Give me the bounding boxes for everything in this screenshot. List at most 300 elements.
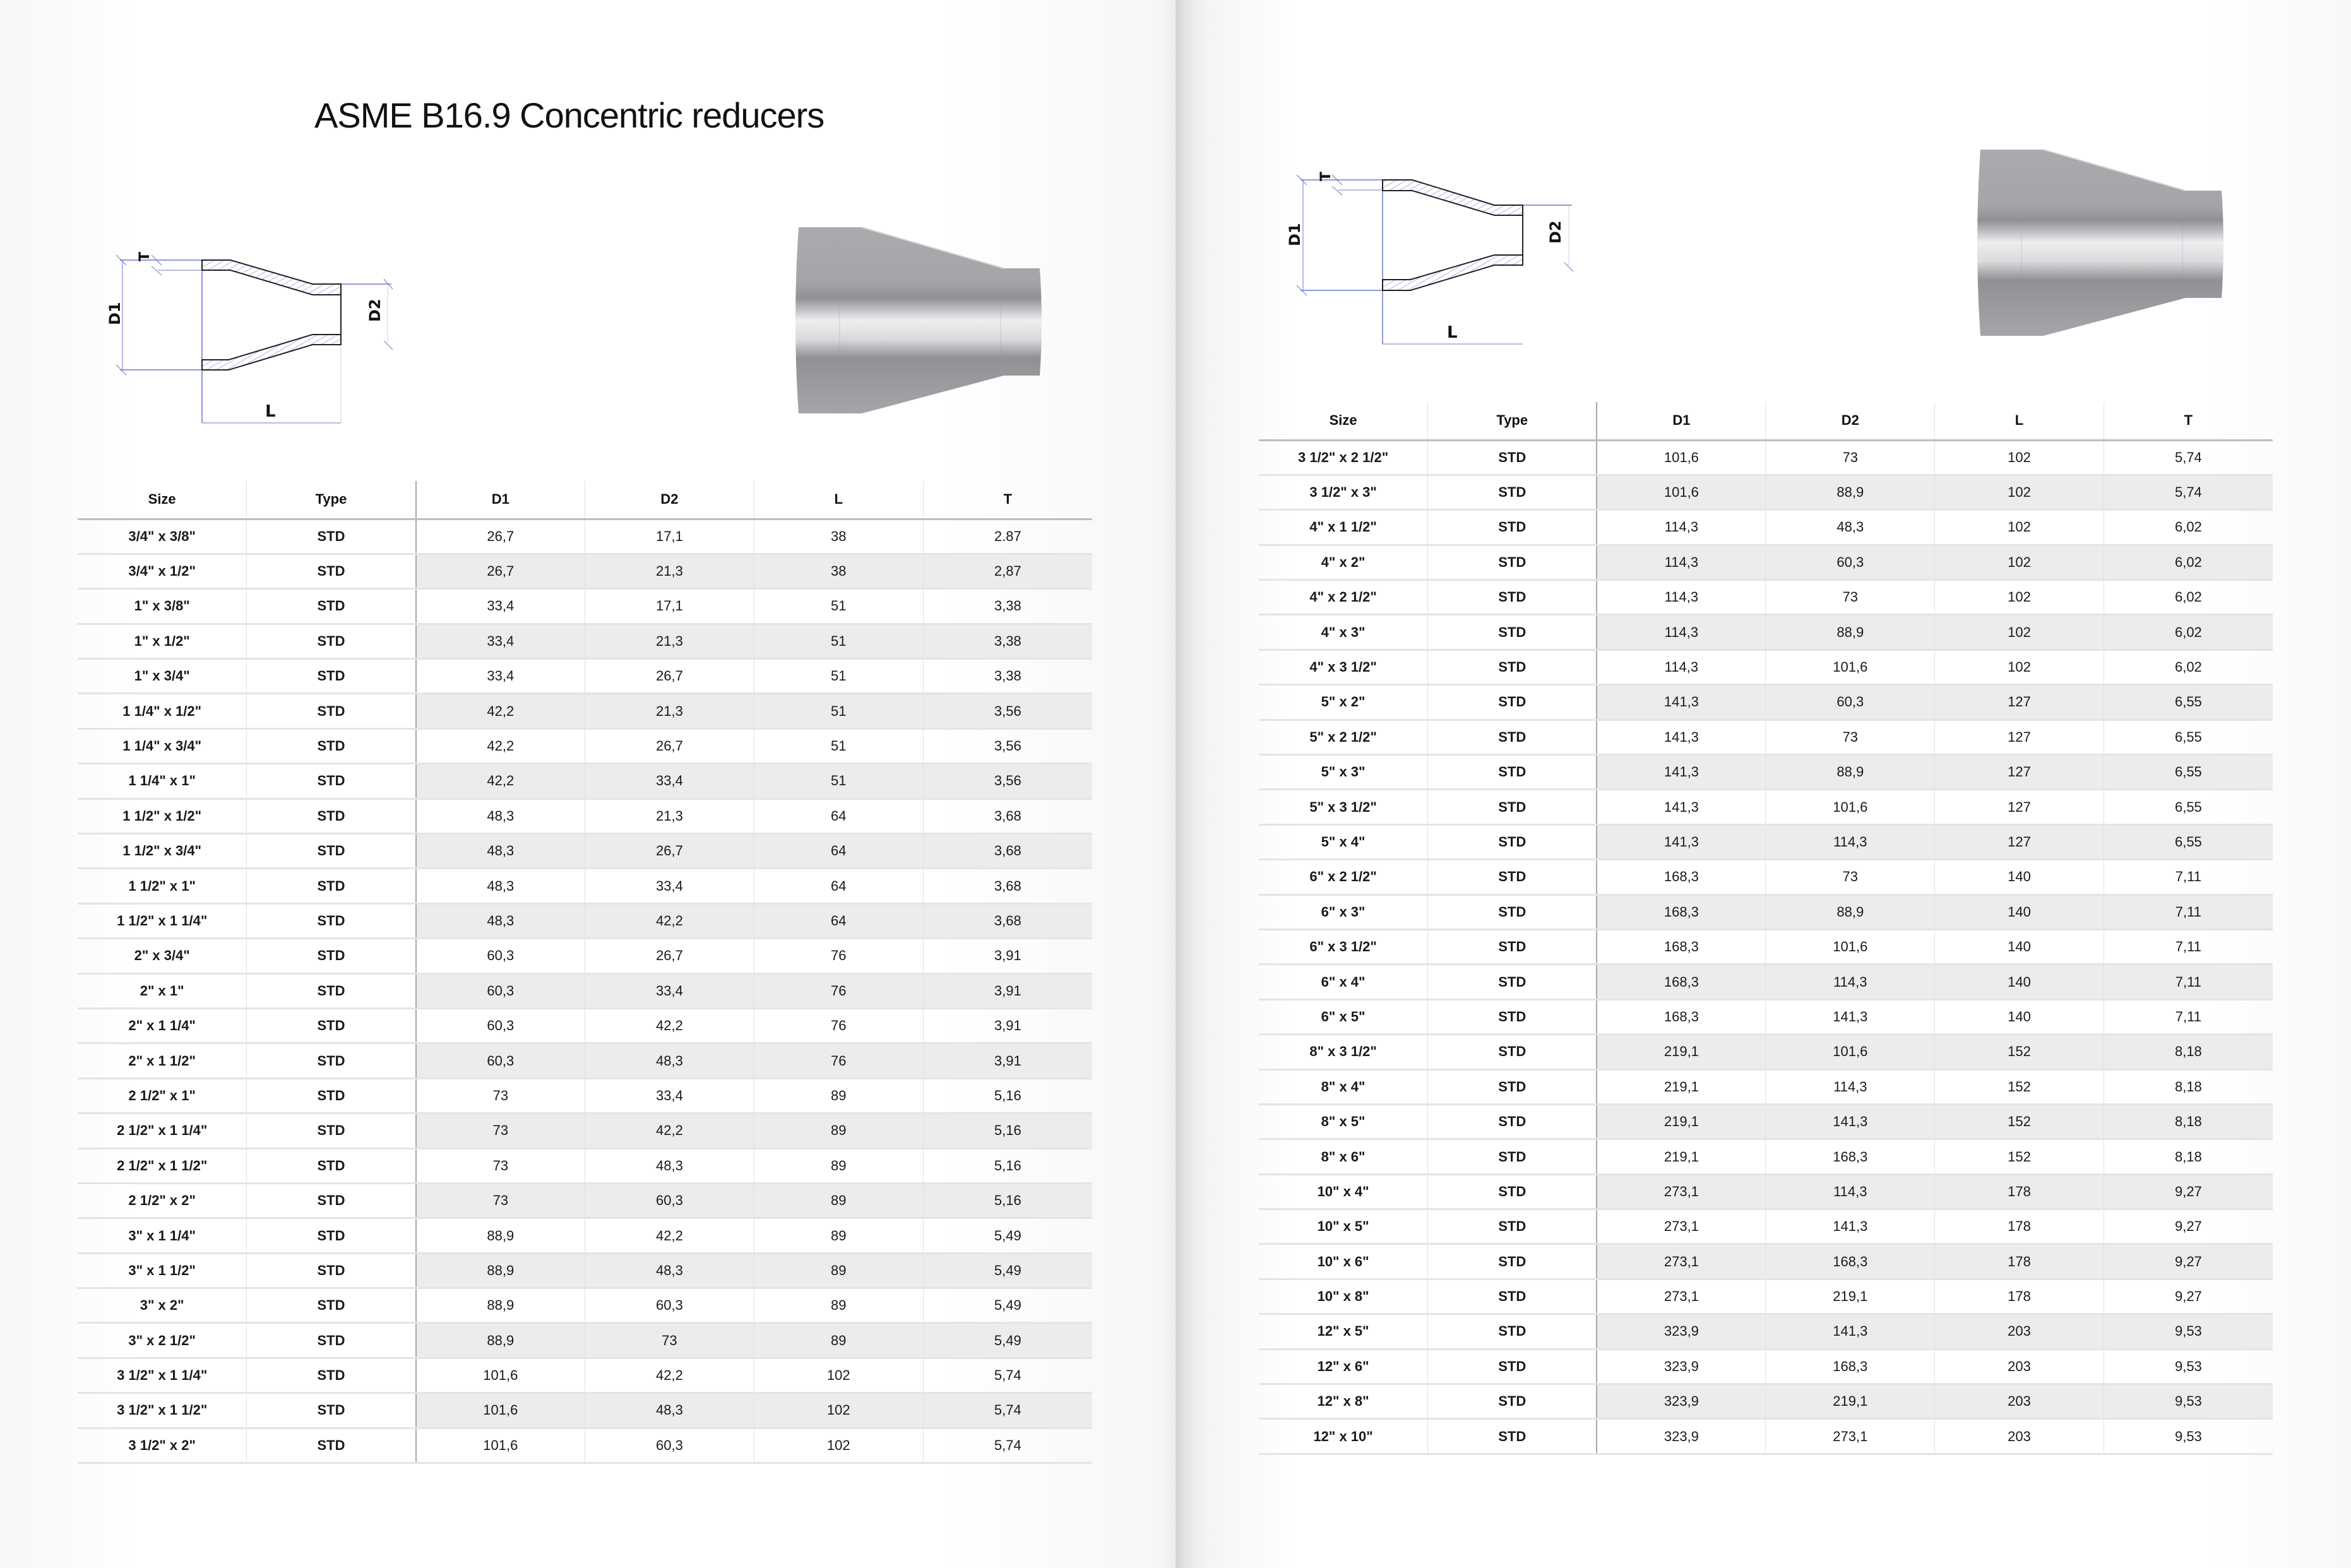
cell-l: 203: [1935, 1419, 2104, 1454]
cell-l: 140: [1935, 894, 2104, 929]
cell-size: 3/4" x 3/8": [78, 519, 247, 554]
cell-size: 6" x 2 1/2": [1259, 860, 1428, 894]
cell-l: 64: [754, 799, 923, 833]
table-row: [1259, 440, 2273, 475]
l-label: L: [265, 402, 276, 421]
cell-t: 3,91: [923, 1043, 1092, 1078]
cell-size: 3 1/2" x 3": [1259, 475, 1428, 509]
cell-type: STD: [1428, 1279, 1597, 1314]
cell-size: 12" x 10": [1259, 1419, 1428, 1454]
table-row: [78, 1253, 1092, 1288]
cell-l: 51: [754, 694, 923, 728]
cell-d1: 101,6: [416, 1428, 585, 1463]
table-row: [78, 799, 1092, 833]
column-header-d2: D2: [585, 481, 754, 519]
column-header-type: Type: [1428, 402, 1597, 440]
cell-size: 3 1/2" x 1 1/2": [78, 1393, 247, 1428]
cell-d2: 42,2: [585, 1114, 754, 1148]
cell-type: STD: [1428, 1209, 1597, 1244]
reducer-technical-drawing: [88, 234, 417, 436]
cell-size: 2" x 1 1/4": [78, 1008, 247, 1043]
cell-d1: 48,3: [416, 834, 585, 869]
table-row: [78, 1393, 1092, 1428]
cell-l: 38: [754, 519, 923, 554]
table-row: [78, 694, 1092, 728]
cell-l: 76: [754, 973, 923, 1008]
cell-d2: 21,3: [585, 624, 754, 658]
cell-d2: 21,3: [585, 799, 754, 833]
cell-d1: 168,3: [1597, 965, 1766, 999]
table-row: [78, 519, 1092, 554]
cell-d2: 26,7: [585, 939, 754, 973]
cell-size: 1" x 3/4": [78, 659, 247, 694]
cell-d2: 48,3: [1766, 510, 1935, 545]
cell-size: 3" x 2": [78, 1288, 247, 1323]
cell-type: STD: [1428, 615, 1597, 650]
cell-d1: 114,3: [1597, 510, 1766, 545]
cell-d2: 17,1: [585, 589, 754, 624]
cell-d1: 219,1: [1597, 1104, 1766, 1139]
table-row: [78, 764, 1092, 799]
cell-d2: 114,3: [1766, 824, 1935, 859]
cell-size: 5" x 4": [1259, 824, 1428, 859]
cell-t: 6,02: [2104, 510, 2273, 545]
cell-type: STD: [247, 1323, 416, 1358]
cell-l: 89: [754, 1114, 923, 1148]
table-row: [78, 554, 1092, 588]
cell-size: 3/4" x 1/2": [78, 554, 247, 588]
cell-t: 6,02: [2104, 650, 2273, 684]
table-row: [78, 1428, 1092, 1463]
cell-l: 89: [754, 1183, 923, 1218]
cell-d1: 273,1: [1597, 1174, 1766, 1209]
cell-l: 102: [1935, 545, 2104, 579]
cell-d2: 141,3: [1766, 999, 1935, 1034]
cell-size: 1" x 1/2": [78, 624, 247, 658]
cell-size: 4" x 3": [1259, 615, 1428, 650]
cell-size: 8" x 4": [1259, 1069, 1428, 1104]
cell-d1: 219,1: [1597, 1139, 1766, 1174]
cell-d1: 26,7: [416, 554, 585, 588]
cell-t: 9,53: [2104, 1384, 2273, 1419]
cell-d1: 168,3: [1597, 929, 1766, 964]
cell-t: 5,16: [923, 1114, 1092, 1148]
cell-d1: 73: [416, 1148, 585, 1183]
cell-t: 9,53: [2104, 1349, 2273, 1384]
cell-type: STD: [247, 939, 416, 973]
cell-type: STD: [1428, 790, 1597, 824]
table-row: [1259, 580, 2273, 615]
table-row: [1259, 999, 2273, 1034]
cell-d1: 48,3: [416, 869, 585, 903]
cell-type: STD: [1428, 860, 1597, 894]
cell-d2: 114,3: [1766, 1069, 1935, 1104]
cell-d1: 73: [416, 1183, 585, 1218]
cell-l: 127: [1935, 685, 2104, 720]
table-row: [1259, 475, 2273, 509]
cell-type: STD: [247, 1183, 416, 1218]
cell-l: 89: [754, 1288, 923, 1323]
concentric-reducer-render-icon: [1974, 146, 2227, 342]
cell-t: 5,74: [923, 1428, 1092, 1463]
cell-size: 8" x 6": [1259, 1139, 1428, 1174]
table-row: [1259, 965, 2273, 999]
cell-type: STD: [247, 554, 416, 588]
cell-d1: 168,3: [1597, 860, 1766, 894]
table-row: [1259, 615, 2273, 650]
cell-size: 3 1/2" x 1 1/4": [78, 1358, 247, 1393]
cell-d1: 219,1: [1597, 1035, 1766, 1069]
cell-t: 5,49: [923, 1218, 1092, 1253]
cell-type: STD: [247, 1043, 416, 1078]
cell-t: 3,91: [923, 939, 1092, 973]
cell-l: 152: [1935, 1035, 2104, 1069]
cell-d2: 26,7: [585, 834, 754, 869]
cell-t: 6,55: [2104, 720, 2273, 754]
cell-type: STD: [247, 1288, 416, 1323]
cell-t: 3,56: [923, 694, 1092, 728]
table-row: [1259, 1244, 2273, 1279]
table-row: [78, 1008, 1092, 1043]
cell-type: STD: [1428, 965, 1597, 999]
cell-l: 51: [754, 659, 923, 694]
cell-type: STD: [1428, 1069, 1597, 1104]
column-header-l: L: [754, 481, 923, 519]
dimensions-table-right: [1259, 402, 2273, 1455]
cell-type: STD: [1428, 1104, 1597, 1139]
table-row: [1259, 510, 2273, 545]
cell-d2: 60,3: [1766, 685, 1935, 720]
cell-d1: 73: [416, 1114, 585, 1148]
table-row: [78, 589, 1092, 624]
cell-size: 2 1/2" x 1": [78, 1078, 247, 1113]
cell-type: STD: [1428, 1035, 1597, 1069]
cell-d1: 60,3: [416, 1008, 585, 1043]
cell-t: 3,56: [923, 764, 1092, 799]
table-row: [78, 1323, 1092, 1358]
cell-size: 1 1/2" x 3/4": [78, 834, 247, 869]
cell-d2: 141,3: [1766, 1209, 1935, 1244]
cell-d1: 273,1: [1597, 1279, 1766, 1314]
cell-l: 89: [754, 1253, 923, 1288]
cell-t: 7,11: [2104, 860, 2273, 894]
cell-t: 6,55: [2104, 824, 2273, 859]
cell-t: 3,68: [923, 834, 1092, 869]
cell-l: 140: [1935, 860, 2104, 894]
cell-type: STD: [247, 1114, 416, 1148]
cell-d1: 26,7: [416, 519, 585, 554]
cell-d1: 42,2: [416, 764, 585, 799]
cell-d2: 48,3: [585, 1043, 754, 1078]
cell-size: 2 1/2" x 2": [78, 1183, 247, 1218]
cell-d1: 114,3: [1597, 615, 1766, 650]
table-header-row: [1259, 402, 2273, 440]
cell-size: 6" x 3 1/2": [1259, 929, 1428, 964]
cell-type: STD: [247, 903, 416, 938]
cell-d1: 323,9: [1597, 1349, 1766, 1384]
cell-t: 7,11: [2104, 965, 2273, 999]
cell-size: 1 1/2" x 1/2": [78, 799, 247, 833]
table-row: [1259, 1035, 2273, 1069]
cell-t: 6,55: [2104, 755, 2273, 790]
cell-d1: 141,3: [1597, 720, 1766, 754]
cell-type: STD: [1428, 1139, 1597, 1174]
cell-d2: 73: [1766, 720, 1935, 754]
cell-l: 89: [754, 1148, 923, 1183]
cell-type: STD: [247, 973, 416, 1008]
column-header-t: T: [2104, 402, 2273, 440]
cell-type: STD: [247, 519, 416, 554]
cell-size: 3 1/2" x 2 1/2": [1259, 440, 1428, 475]
cell-l: 203: [1935, 1314, 2104, 1349]
table-body: [78, 519, 1092, 1463]
cell-size: 12" x 5": [1259, 1314, 1428, 1349]
cell-l: 76: [754, 1008, 923, 1043]
cell-l: 152: [1935, 1139, 2104, 1174]
table-row: [1259, 545, 2273, 579]
cell-l: 38: [754, 554, 923, 588]
cell-size: 1 1/4" x 1/2": [78, 694, 247, 728]
cell-size: 2" x 1": [78, 973, 247, 1008]
d2-label: D2: [366, 299, 384, 322]
cell-size: 1 1/2" x 1": [78, 869, 247, 903]
table-row: [78, 1043, 1092, 1078]
cell-type: STD: [247, 728, 416, 763]
cell-d1: 101,6: [1597, 440, 1766, 475]
t-label: T: [137, 251, 153, 261]
cell-d1: 141,3: [1597, 685, 1766, 720]
cell-d1: 168,3: [1597, 894, 1766, 929]
cell-t: 6,55: [2104, 685, 2273, 720]
cell-d2: 141,3: [1766, 1314, 1935, 1349]
cell-d1: 33,4: [416, 624, 585, 658]
cell-d2: 60,3: [585, 1183, 754, 1218]
cell-type: STD: [247, 764, 416, 799]
table-row: [1259, 1279, 2273, 1314]
table-row: [1259, 1139, 2273, 1174]
table-row: [78, 1358, 1092, 1393]
cell-l: 127: [1935, 824, 2104, 859]
cell-type: STD: [1428, 1384, 1597, 1419]
cell-type: STD: [1428, 685, 1597, 720]
table-row: [1259, 929, 2273, 964]
cell-size: 4" x 1 1/2": [1259, 510, 1428, 545]
cell-d1: 114,3: [1597, 580, 1766, 615]
cell-size: 3" x 1 1/2": [78, 1253, 247, 1288]
cell-size: 1" x 3/8": [78, 589, 247, 624]
cell-l: 152: [1935, 1069, 2104, 1104]
table-row: [1259, 894, 2273, 929]
table-row: [1259, 824, 2273, 859]
right-page: [1176, 0, 2351, 1568]
cell-size: 6" x 3": [1259, 894, 1428, 929]
cell-size: 10" x 8": [1259, 1279, 1428, 1314]
table-row: [1259, 720, 2273, 754]
cell-t: 2.87: [923, 519, 1092, 554]
column-header-d1: D1: [1597, 402, 1766, 440]
column-header-d1: D1: [416, 481, 585, 519]
reducer-product-image: [792, 224, 1045, 420]
cell-t: 5,74: [923, 1393, 1092, 1428]
cell-d1: 141,3: [1597, 824, 1766, 859]
cell-t: 9,53: [2104, 1419, 2273, 1454]
cell-size: 12" x 6": [1259, 1349, 1428, 1384]
cell-d1: 273,1: [1597, 1244, 1766, 1279]
column-header-l: L: [1935, 402, 2104, 440]
cell-type: STD: [1428, 720, 1597, 754]
cell-d1: 273,1: [1597, 1209, 1766, 1244]
cell-t: 3,56: [923, 728, 1092, 763]
cell-l: 102: [1935, 475, 2104, 509]
cell-type: STD: [1428, 475, 1597, 509]
cell-type: STD: [247, 1218, 416, 1253]
cell-d1: 323,9: [1597, 1384, 1766, 1419]
cell-t: 9,27: [2104, 1209, 2273, 1244]
table-row: [1259, 1419, 2273, 1454]
cell-l: 178: [1935, 1244, 2104, 1279]
table-body: [1259, 440, 2273, 1454]
cell-size: 8" x 5": [1259, 1104, 1428, 1139]
cell-type: STD: [247, 589, 416, 624]
cell-d2: 26,7: [585, 659, 754, 694]
cell-type: STD: [247, 869, 416, 903]
cell-d2: 101,6: [1766, 1035, 1935, 1069]
cell-d2: 73: [1766, 440, 1935, 475]
table-row: [1259, 1384, 2273, 1419]
cell-t: 5,49: [923, 1288, 1092, 1323]
table-row: [1259, 1174, 2273, 1209]
cell-t: 9,53: [2104, 1314, 2273, 1349]
cell-d2: 21,3: [585, 554, 754, 588]
cell-t: 8,18: [2104, 1104, 2273, 1139]
cell-size: 2 1/2" x 1 1/4": [78, 1114, 247, 1148]
cell-d2: 219,1: [1766, 1384, 1935, 1419]
cell-l: 76: [754, 939, 923, 973]
cell-size: 4" x 2 1/2": [1259, 580, 1428, 615]
cell-l: 140: [1935, 929, 2104, 964]
cell-l: 102: [754, 1358, 923, 1393]
cell-d2: 26,7: [585, 728, 754, 763]
cell-d2: 60,3: [1766, 545, 1935, 579]
cell-type: STD: [1428, 999, 1597, 1034]
table-row: [1259, 755, 2273, 790]
cell-l: 102: [1935, 440, 2104, 475]
table-row: [78, 869, 1092, 903]
t-label: T: [1318, 171, 1334, 181]
cell-size: 1 1/4" x 1": [78, 764, 247, 799]
cell-d1: 323,9: [1597, 1314, 1766, 1349]
table-row: [78, 728, 1092, 763]
table-row: [1259, 685, 2273, 720]
cell-l: 127: [1935, 720, 2104, 754]
cell-l: 203: [1935, 1384, 2104, 1419]
d2-label: D2: [1547, 220, 1564, 244]
cell-size: 8" x 3 1/2": [1259, 1035, 1428, 1069]
cell-d2: 73: [585, 1323, 754, 1358]
reducer-technical-drawing: [1264, 151, 1592, 353]
cell-l: 51: [754, 764, 923, 799]
table-row: [1259, 1209, 2273, 1244]
cell-d2: 88,9: [1766, 894, 1935, 929]
cell-type: STD: [1428, 1419, 1597, 1454]
cell-d2: 33,4: [585, 1078, 754, 1113]
cell-l: 89: [754, 1323, 923, 1358]
cell-d2: 273,1: [1766, 1419, 1935, 1454]
cell-type: STD: [1428, 580, 1597, 615]
cell-size: 2 1/2" x 1 1/2": [78, 1148, 247, 1183]
cell-l: 64: [754, 834, 923, 869]
cell-d1: 101,6: [1597, 475, 1766, 509]
cell-t: 3,68: [923, 799, 1092, 833]
cell-d1: 73: [416, 1078, 585, 1113]
cell-type: STD: [1428, 650, 1597, 684]
cell-size: 4" x 3 1/2": [1259, 650, 1428, 684]
cell-size: 1 1/4" x 3/4": [78, 728, 247, 763]
cell-d2: 48,3: [585, 1393, 754, 1428]
cell-type: STD: [247, 624, 416, 658]
cell-d2: 101,6: [1766, 790, 1935, 824]
cell-l: 140: [1935, 999, 2104, 1034]
cell-t: 5,74: [2104, 475, 2273, 509]
cell-d2: 88,9: [1766, 475, 1935, 509]
cell-type: STD: [1428, 510, 1597, 545]
cell-t: 5,16: [923, 1183, 1092, 1218]
cell-type: STD: [247, 1078, 416, 1113]
table-row: [78, 1114, 1092, 1148]
cell-t: 8,18: [2104, 1035, 2273, 1069]
cell-l: 178: [1935, 1209, 2104, 1244]
cell-size: 5" x 2 1/2": [1259, 720, 1428, 754]
cell-type: STD: [1428, 1174, 1597, 1209]
cell-l: 102: [1935, 580, 2104, 615]
cell-l: 102: [1935, 615, 2104, 650]
cell-d2: 168,3: [1766, 1349, 1935, 1384]
table-row: [78, 1148, 1092, 1183]
cell-type: STD: [247, 1253, 416, 1288]
cell-d1: 219,1: [1597, 1069, 1766, 1104]
cell-d2: 42,2: [585, 1358, 754, 1393]
cell-d2: 48,3: [585, 1148, 754, 1183]
cell-d2: 88,9: [1766, 755, 1935, 790]
cell-l: 64: [754, 903, 923, 938]
cell-size: 4" x 2": [1259, 545, 1428, 579]
cell-size: 5" x 2": [1259, 685, 1428, 720]
column-header-d2: D2: [1766, 402, 1935, 440]
table-row: [78, 624, 1092, 658]
l-label: L: [1447, 323, 1458, 342]
cell-type: STD: [1428, 1244, 1597, 1279]
cell-l: 152: [1935, 1104, 2104, 1139]
cell-d1: 141,3: [1597, 790, 1766, 824]
cell-t: 3,38: [923, 589, 1092, 624]
cell-size: 3" x 1 1/4": [78, 1218, 247, 1253]
cell-d2: 48,3: [585, 1253, 754, 1288]
cell-d2: 88,9: [1766, 615, 1935, 650]
cell-d2: 17,1: [585, 519, 754, 554]
dimensions-table-left: [78, 481, 1092, 1464]
cell-t: 6,55: [2104, 790, 2273, 824]
cell-type: STD: [247, 1393, 416, 1428]
cell-l: 89: [754, 1218, 923, 1253]
table-row: [78, 659, 1092, 694]
cell-d2: 73: [1766, 580, 1935, 615]
cell-d2: 141,3: [1766, 1104, 1935, 1139]
cell-l: 203: [1935, 1349, 2104, 1384]
cell-d1: 141,3: [1597, 755, 1766, 790]
cell-type: STD: [1428, 755, 1597, 790]
cell-t: 5,74: [923, 1358, 1092, 1393]
reducer-product-image: [1974, 146, 2227, 342]
